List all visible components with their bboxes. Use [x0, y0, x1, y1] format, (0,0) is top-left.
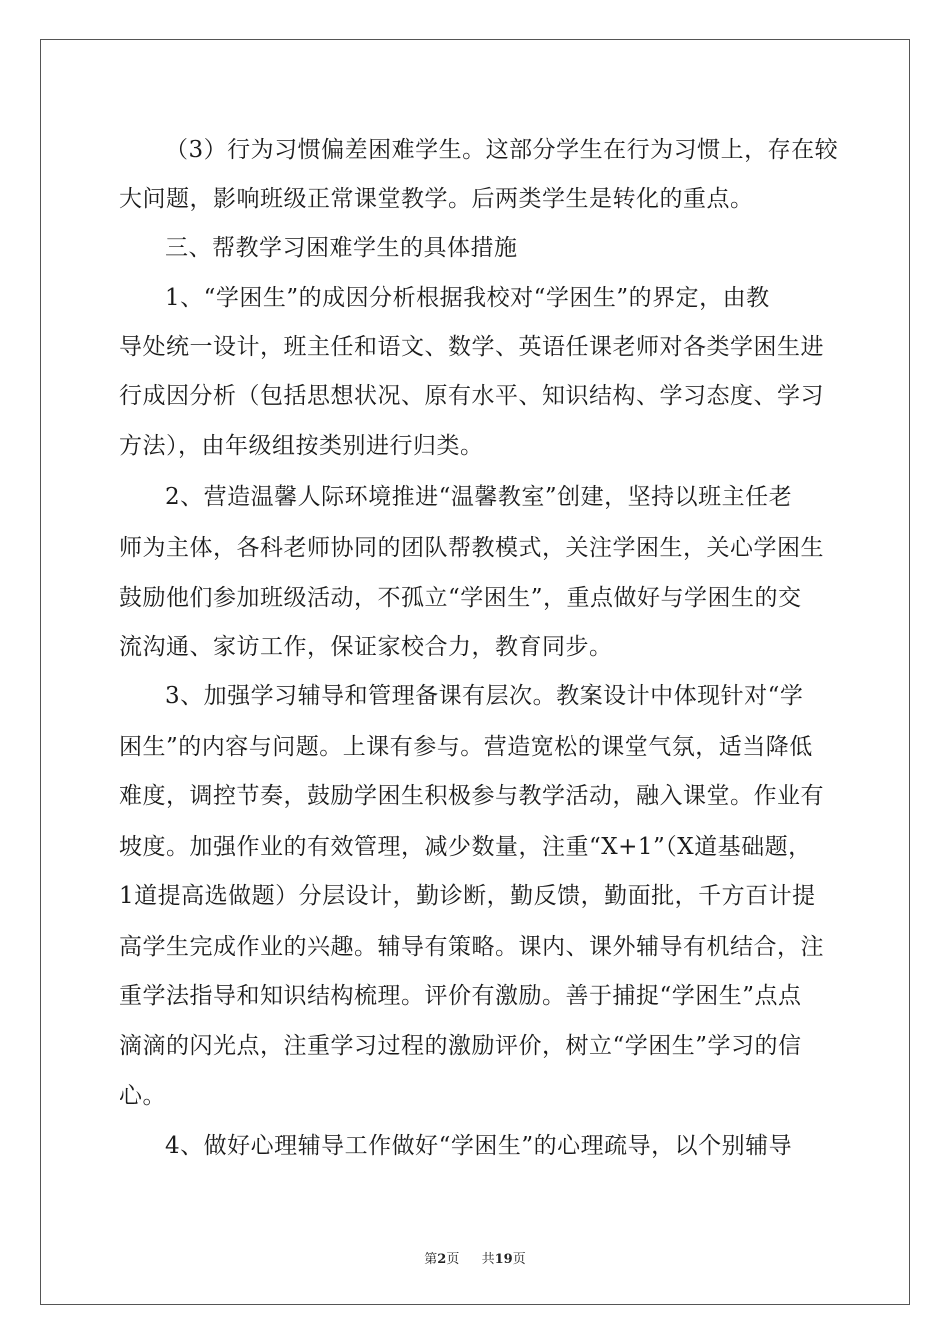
text-line: 2、营造温馨人际环境推进“温馨教室”创建，坚持以班主任老: [165, 484, 793, 510]
current-page-number: 2: [437, 1252, 447, 1267]
text-line: 难度，调控节奏，鼓励学困生积极参与教学活动，融入课堂。作业有: [119, 783, 824, 809]
page-prefix: 第: [424, 1252, 438, 1267]
page-footer: [0, 1248, 950, 1267]
text-line: 导处统一设计，班主任和语文、数学、英语任课老师对各类学困生进: [119, 334, 824, 360]
text-line: 高学生完成作业的兴趣。辅导有策略。课内、课外辅导有机结合，注: [119, 934, 824, 960]
text-line: 方法），由年级组按类别进行归类。: [119, 433, 484, 459]
section-heading: 三、帮教学习困难学生的具体措施: [165, 235, 518, 261]
text-line: 坡度。加强作业的有效管理，减少数量，注重“X+1”（X道基础题，: [119, 834, 812, 860]
text-line: 4、做好心理辅导工作做好“学困生”的心理疏导，以个别辅导: [165, 1133, 793, 1159]
total-suffix: 页: [512, 1252, 526, 1267]
text-line: 鼓励他们参加班级活动，不孤立“学困生”，重点做好与学困生的交: [119, 585, 802, 611]
text-line: 1道提高选做题）分层设计，勤诊断，勤反馈，勤面批，千方百计提: [119, 883, 816, 909]
text-line: 师为主体，各科老师协同的团队帮教模式，关注学困生，关心学困生: [119, 535, 824, 561]
text-line: 行成因分析（包括思想状况、原有水平、知识结构、学习态度、学习: [119, 383, 824, 409]
text-line: 困生”的内容与问题。上课有参与。营造宽松的课堂气氛，适当降低: [119, 734, 813, 760]
total-prefix: 共: [481, 1252, 495, 1267]
text-line: 3、加强学习辅导和管理备课有层次。教案设计中体现针对“学: [165, 683, 804, 709]
text-line: 心。: [119, 1083, 166, 1109]
text-line: 重学法指导和知识结构梳理。评价有激励。善于捕捉“学困生”点点: [119, 983, 802, 1009]
total-page-number: 19: [494, 1252, 513, 1267]
text-line: （3）行为习惯偏差困难学生。这部分学生在行为习惯上，存在较: [165, 137, 839, 163]
text-line: 流沟通、家访工作，保证家校合力，教育同步。: [119, 634, 613, 660]
page-suffix: 页: [446, 1252, 460, 1267]
text-line: 1、“学困生”的成因分析根据我校对“学困生”的界定，由教: [165, 285, 770, 311]
text-line: 滴滴的闪光点，注重学习过程的激励评价，树立“学困生”学习的信: [119, 1033, 802, 1059]
text-line: 大问题，影响班级正常课堂教学。后两类学生是转化的重点。: [119, 186, 754, 212]
